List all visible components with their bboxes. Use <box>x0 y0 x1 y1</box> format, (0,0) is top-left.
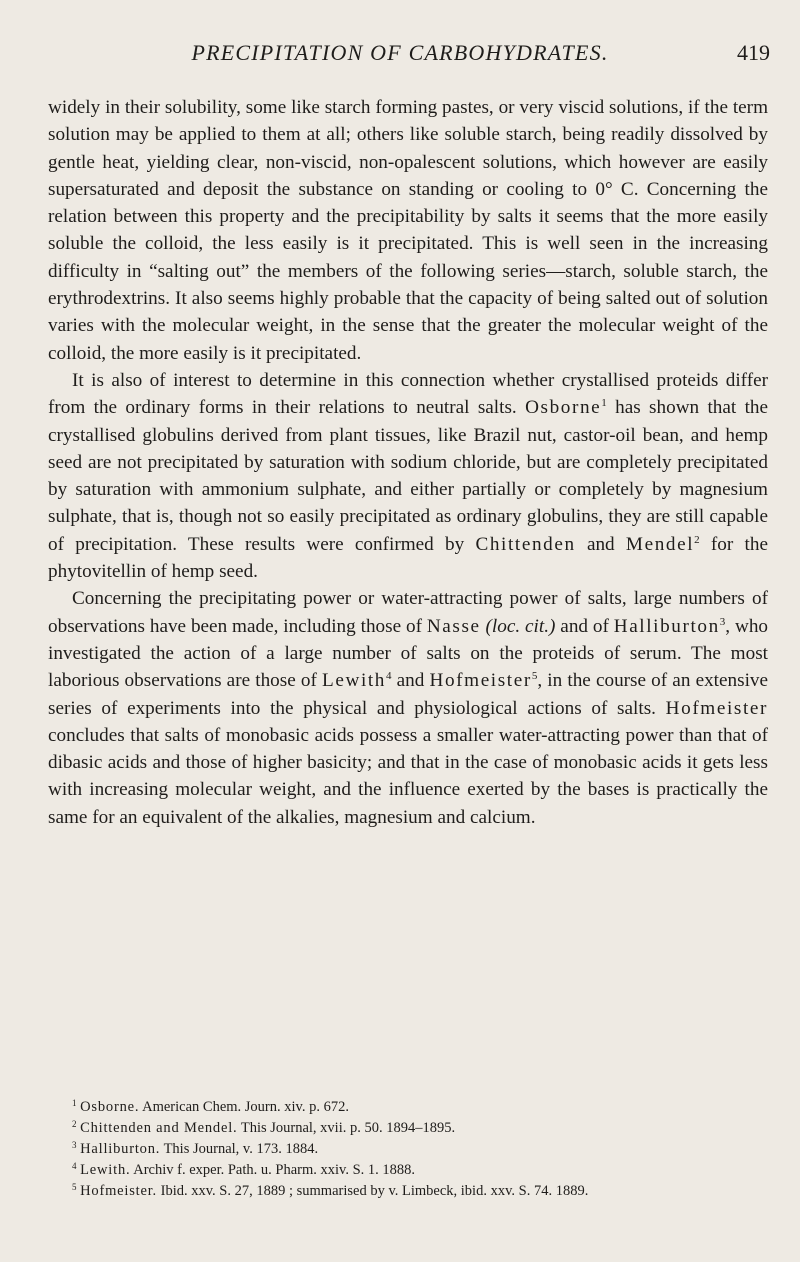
paragraph-2 <box>48 367 768 585</box>
footnote-author: Halliburton. <box>80 1141 161 1157</box>
conjunction: and of <box>560 615 609 637</box>
footnote-ref-1[interactable]: 1 <box>601 397 607 410</box>
footnote-citation: This Journal, v. 173. 1884. <box>160 1141 319 1157</box>
paragraph-2-text-c: for the phytovitellin of hemp seed. <box>48 533 768 583</box>
footnote-4 <box>48 1160 768 1181</box>
footnote-author: Chittenden and Mendel. <box>80 1120 238 1136</box>
footnote-number: 5 <box>72 1182 77 1192</box>
author-chittenden: Chittenden <box>475 533 576 555</box>
page-header <box>0 40 800 76</box>
footnote-1 <box>48 1097 768 1118</box>
author-halliburton: Halliburton <box>613 615 720 637</box>
paragraph-3-text-c: , in the course of an extensive series of experiments into the physical and physiological actions of salts. <box>48 670 769 719</box>
author-hofmeister: Hofmeister <box>665 697 768 719</box>
footnote-2 <box>48 1118 768 1139</box>
paragraph-1: widely in their solubility, some like starch forming pastes, or very viscid solutions, if the term solution may be applied to them at all; others like soluble starch, being readily dissolved by gentle heat, yielding clear, non-viscid, non-opalescent solutions, which however are easily supersaturated and deposit the substance on standing or cooling to 0° C. Concerning the relation between this property and the precipitability by salts it seems that the more easily soluble the colloid, the less easily is it precipitated. This is well seen in the increasing difficulty in “salting out” the members of the following series—starch, soluble starch, the erythrodextrins. It also seems highly probable that the capacity of being salted out of solution varies with the molecular weight, in the sense that the greater the molecular weight of the colloid, the more easily is it precipitated. <box>48 97 768 364</box>
footnote-number: 1 <box>72 1098 77 1108</box>
footnote-author: Lewith. <box>80 1162 131 1178</box>
footnote-author: Hofmeister. <box>80 1183 157 1199</box>
author-osborne: Osborne <box>525 397 602 419</box>
author-hofmeister: Hofmeister <box>429 670 532 692</box>
paragraph-2-text-b: has shown that the crystallised globulins derived from plant tissues, like Brazil nut, castor-oil bean, and hemp seed are not precipitated by saturation with sodium chloride, but are completely precipitated by saturation with ammonium sulphate, and either partially or completely by magnesium sulphate, that is, though not so easily precipitated as ordinary globulins, they are still capable of precipitation. These results were confirmed by <box>48 397 769 555</box>
footnote-5 <box>48 1181 768 1202</box>
author-lewith: Lewith <box>322 670 386 692</box>
footnote-number: 2 <box>72 1119 77 1129</box>
footnote-number: 3 <box>72 1140 77 1150</box>
footnote-ref-5[interactable]: 5 <box>531 670 538 683</box>
loc-cit: (loc. cit.) <box>485 615 556 637</box>
running-title: PRECIPITATION OF CARBOHYDRATES. <box>191 40 609 65</box>
footnote-citation: Ibid. xxv. S. 27, 1889 ; summarised by v. Limbeck, ibid. xxv. S. 74. 1889. <box>156 1183 589 1199</box>
body-text <box>48 94 768 831</box>
paragraph-3 <box>48 585 768 831</box>
conjunction: and <box>396 670 425 692</box>
footnote-ref-2[interactable]: 2 <box>694 533 700 546</box>
footnote-author: Osborne. <box>80 1099 140 1115</box>
footnote-citation: This Journal, xvii. p. 50. 1894–1895. <box>237 1120 456 1136</box>
paragraph-2-text-a: It is also of interest to determine in this connection whether crystallised proteids differ from the ordinary forms in their relations to neutral salts. <box>48 369 768 419</box>
footnote-citation: American Chem. Journ. xiv. p. 672. <box>139 1099 349 1115</box>
footnote-number: 4 <box>72 1161 77 1171</box>
paragraph-3-text-d: concludes that salts of monobasic acids possess a smaller water-attracting power than that of dibasic acids and those of higher basicity; and that in the case of monobasic acids it gets less with increasing molecular weight, and the influence exerted by the bases is practically the same for an equivalent of the alkalies, magnesium and calcium. <box>48 724 768 828</box>
footnote-ref-3[interactable]: 3 <box>719 615 726 628</box>
author-mendel: Mendel <box>625 533 695 555</box>
footnotes <box>48 1097 768 1202</box>
footnote-3 <box>48 1139 768 1160</box>
footnote-ref-4[interactable]: 4 <box>386 670 392 683</box>
footnote-citation: Archiv f. exper. Path. u. Pharm. xxiv. S. 1. 1888. <box>130 1162 416 1178</box>
paragraph-3-text-a: Concerning the precipitating power or water-attracting power of salts, large numbers of observations have been made, including those of <box>48 588 768 637</box>
conjunction: and <box>586 533 615 555</box>
author-nasse: Nasse <box>426 615 481 637</box>
page-number: 419 <box>737 40 770 65</box>
paragraph-3-text-b: , who investigated the action of a large number of salts on the proteids of serum. The most laborious observations are those of <box>48 615 769 692</box>
